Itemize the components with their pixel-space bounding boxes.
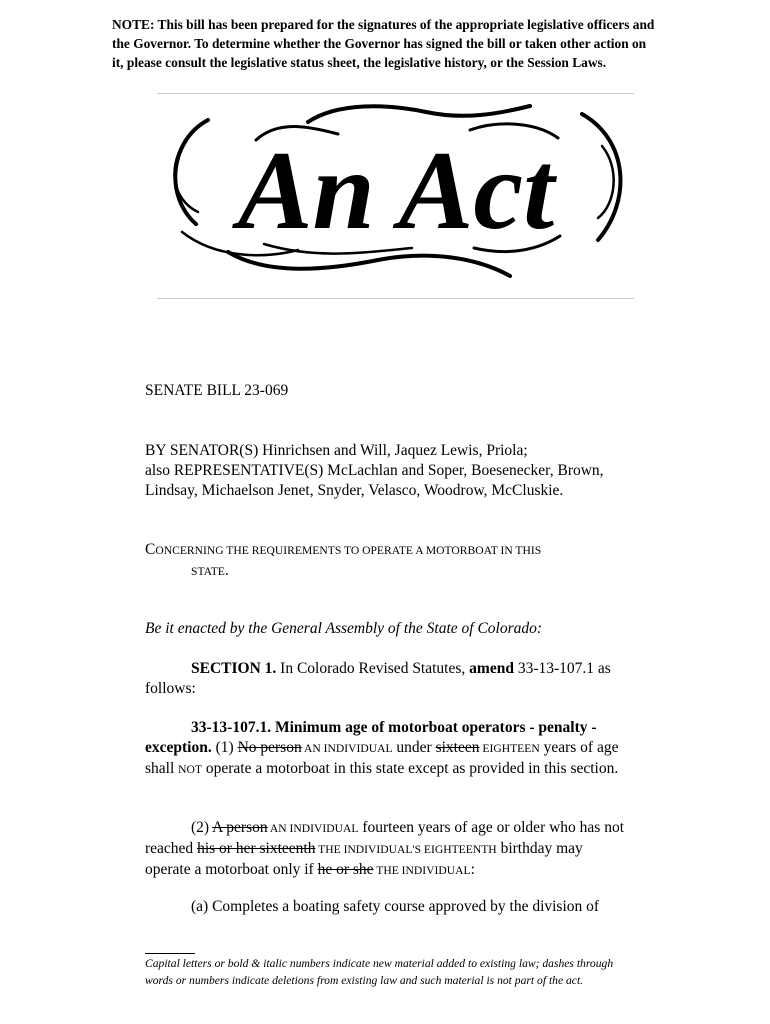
added-text: THE INDIVIDUAL [373, 864, 471, 877]
deleted-text: sixteen [435, 739, 480, 756]
note-header: NOTE: This bill has been prepared for the signatures of the appropriate legislative officers and the Governor. To determine whether the Governor has signed the bill or taken other action on it, please consult the legislative status sheet, the legislative history, or the Session Laws. [112, 17, 655, 70]
banner-bottom-rule [157, 298, 634, 299]
an-act-banner [158, 100, 634, 292]
title-line-1: ONCERNING THE REQUIREMENTS TO OPERATE A MOTORBOAT IN THIS [155, 544, 542, 557]
statute-subsection-1: 33-13-107.1. Minimum age of motorboat operators - penalty - exception. (1) No person AN INDIVIDUAL under sixteen EIGHTEEN years of age shall NOT operate a motorboat in this state except as provided in this section. [145, 719, 619, 777]
section-1: SECTION 1. In Colorado Revised Statutes, amend 33-13-107.1 as follows: [145, 660, 611, 697]
banner-text: An Act [237, 129, 555, 253]
enacting-clause: Be it enacted by the General Assembly of the State of Colorado: [145, 620, 543, 637]
footnote: Capital letters or bold & italic numbers indicate new material added to existing law; dashes through words or numbers indicate deletions from existing law and such material is not part of the act. [145, 957, 614, 987]
added-text: AN INDIVIDUAL [267, 822, 359, 835]
bill-number: SENATE BILL 23-069 [145, 382, 289, 399]
statute-heading: 33-13-107.1. Minimum age of motorboat operators - penalty - exception. [145, 719, 597, 756]
deleted-text: A person [212, 819, 268, 836]
footnote-divider [145, 953, 195, 954]
house-sponsors: also REPRESENTATIVE(S) McLachlan and Soper, Boesenecker, Brown, Lindsay, Michaelson Jenet, Snyder, Velasco, Woodrow, McCluskie. [145, 462, 604, 499]
added-text: NOT [178, 763, 202, 776]
deleted-text: his or her sixteenth [197, 840, 316, 857]
added-text: EIGHTEEN [479, 742, 540, 755]
added-text: AN INDIVIDUAL [301, 742, 393, 755]
deleted-text: he or she [317, 861, 374, 878]
bill-title: CONCERNING THE REQUIREMENTS TO OPERATE A MOTORBOAT IN THIS STATE. [145, 541, 542, 579]
deleted-text: No person [237, 739, 302, 756]
added-text: THE INDIVIDUAL'S EIGHTEENTH [315, 843, 497, 856]
scroll-flourish [598, 146, 614, 218]
banner-top-rule [157, 93, 634, 94]
statute-paragraph-2a: (a) Completes a boating safety course approved by the division of [191, 898, 600, 915]
title-first-letter: C [145, 541, 156, 558]
statute-subsection-2: (2) A person AN INDIVIDUAL fourteen years of age or older who has not reached his or her sixteenth THE INDIVIDUAL'S EIGHTEENTH birthday may operate a motorboat only if he or she THE INDIVIDUAL: [145, 819, 625, 878]
section-label: SECTION 1. [191, 660, 277, 677]
scroll-flourish [308, 106, 530, 122]
sponsors [145, 441, 627, 501]
amend-keyword: amend [469, 660, 514, 677]
title-line-2: STATE [191, 565, 225, 578]
senate-sponsors: BY SENATOR(S) Hinrichsen and Will, Jaquez Lewis, Priola; [145, 442, 528, 459]
